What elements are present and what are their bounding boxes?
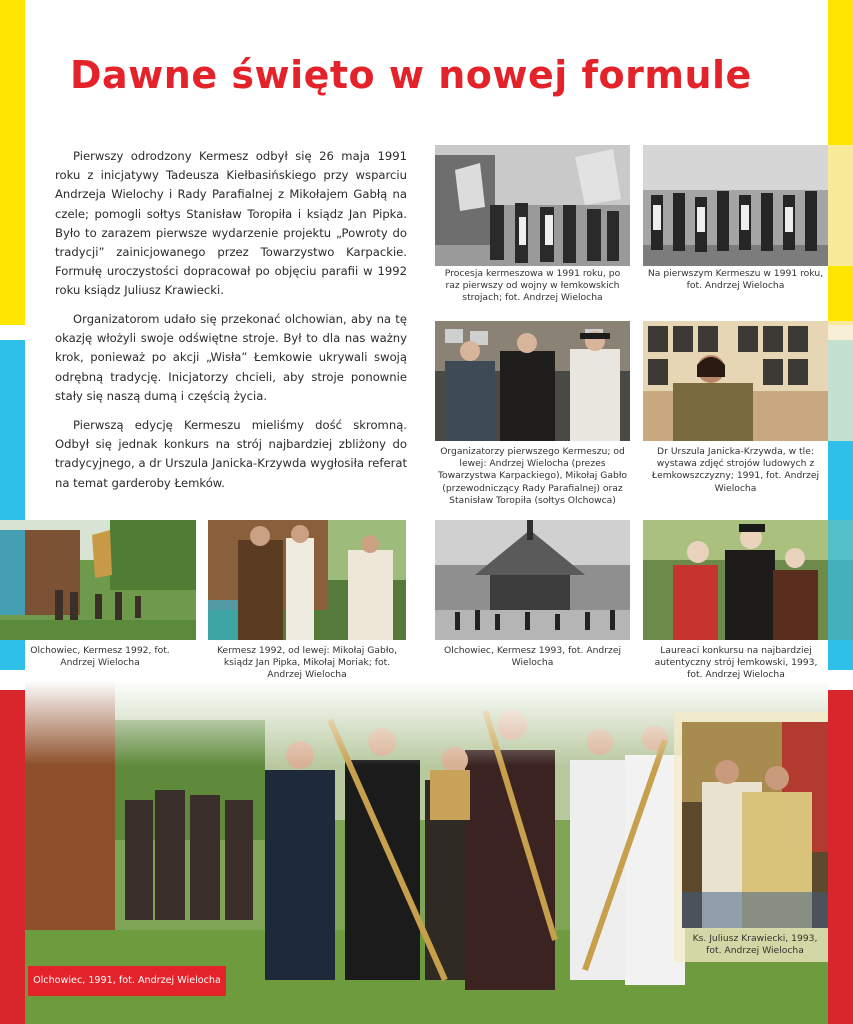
paragraph-2: Organizatorom udało się przekonać olchowian, aby na tę okazję włożyli swoje odświętne stroje. Był to dla nas ważny krok, ponieważ po akcji „Wisła” Łemkowie ukrywali swoją odrębną tradycję. Inicjatorzy chcieli, aby stroje ponownie stały się naszą dumą i częścią życia. <box>55 312 407 403</box>
photo-krawiecki <box>682 722 828 928</box>
right-red-band <box>828 690 853 1024</box>
paragraph-3: Pierwszą edycję Kermeszu mieliśmy dość skromną. Odbył się jednak konkurs na strój najbardziej zbliżony do tradycyjnego, a dr Urszula Janicka-Krzywda wygłosiła referat na temat garderoby Łemków. <box>55 418 407 490</box>
photo-frame-overlay <box>828 145 853 266</box>
photo-kermesz-1992 <box>208 520 406 640</box>
caption-janicka: Dr Urszula Janicka-Krzywda, w tle: wystawa zdjęć strojów ludowych z Łemkowszczyzny; 1991, fot. Andrzej Wielocha <box>651 446 820 494</box>
caption-main-photo: Olchowiec, 1991, fot. Andrzej Wielocha <box>28 966 226 996</box>
photo-first-kermesz <box>643 145 828 266</box>
caption-organizers: Organizatorzy pierwszego Kermeszu; od lewej: Andrzej Wielocha (prezes Towarzystwa Karpackiego), Mikołaj Gabło (przewodniczący Rady Parafialnej) oraz Stanisław Toropiła (sołtys Olchowca) <box>437 446 628 506</box>
photo-olchowiec-1992 <box>0 520 196 640</box>
caption-first-kermesz: Na pierwszym Kermeszu w 1991 roku, fot. Andrzej Wielocha <box>647 268 824 292</box>
caption-kermesz-1992: Kermesz 1992, od lewej: Mikołaj Gabło, ksiądz Jan Pipka, Mikołaj Moriak; fot. Andrzej Wielocha <box>216 645 398 681</box>
caption-olchowiec-1992: Olchowiec, Kermesz 1992, fot. Andrzej Wielocha <box>30 645 170 669</box>
paragraph-1: Pierwszy odrodzony Kermesz odbył się 26 maja 1991 roku z inicjatywy Tadeusza Kiełbasińskiego przy wsparciu Andrzeja Wielochy i Rady Parafialnej z Mikołajem Gabłą na czele; pomogli sołtys Stanisław Toropiła i ksiądz Jan Pipka. Było to zarazem pierwsze wydarzenie projektu „Powroty do tradycji” zainicjowanego przez Towarzystwo Karpackie. Formułę uroczystości dopracował po objęciu parafii w 1992 roku ksiądz Juliusz Krawiecki. <box>55 149 407 298</box>
caption-procession-1991: Procesja kermeszowa w 1991 roku, po raz pierwszy od wojny w łemkowskich strojach; fot. Andrzej Wielocha <box>444 268 621 304</box>
caption-olchowiec-1993: Olchowiec, Kermesz 1993, fot. Andrzej Wielocha <box>443 645 622 669</box>
photo-janicka <box>643 321 828 441</box>
photo-frame-overlay-2 <box>828 321 853 441</box>
photo-organizers <box>435 321 630 441</box>
caption-laureaci: Laureaci konkursu na najbardziej autentyczny strój łemkowski, 1993, fot. Andrzej Wielocha <box>654 645 818 681</box>
photo-procession-1991 <box>435 145 630 266</box>
left-red-band <box>0 690 25 1024</box>
photo-olchowiec-1993 <box>435 520 630 640</box>
caption-krawiecki: Ks. Juliusz Krawiecki, 1993, fot. Andrzej Wielocha <box>692 933 818 957</box>
photo-laureaci <box>643 520 853 640</box>
left-yellow-band <box>0 0 25 325</box>
page-title: Dawne święto w nowej formule <box>70 53 752 97</box>
